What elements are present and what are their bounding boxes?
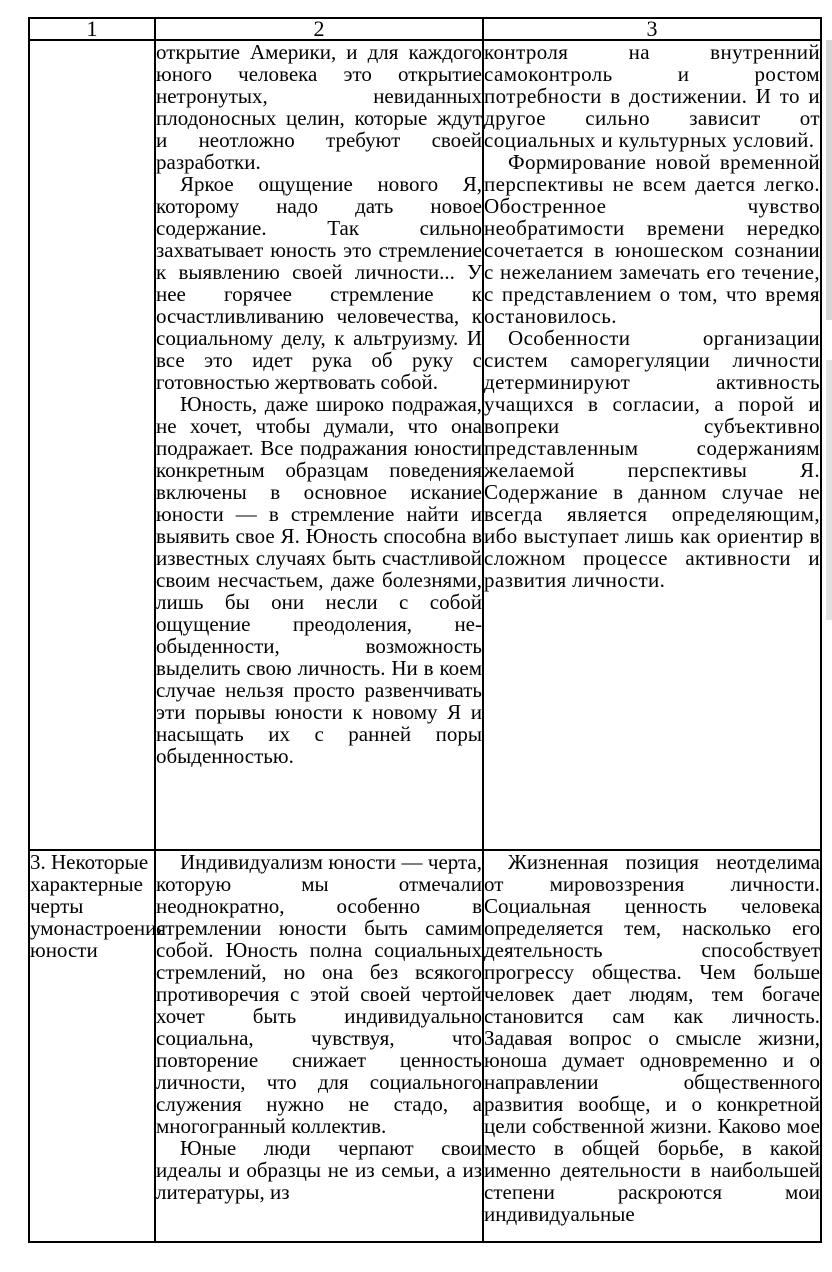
column-header-2: 2 — [155, 18, 483, 40]
paragraph: Яркое ощущение нового Я, которому надо дать новое содержание. Так сильно захватывает юность это стремление к выявлению своей личности... У нее горячее стремление к осчастливливанию человечества, к социальному делу, к альтруизму. И все это идет рука об руку с готовностью жертвовать собой. — [156, 172, 482, 394]
paragraph: контроля на внутренний самоконтроль и ростом потребности в достижении. И то и другое сильно зависит от социальных и культурных условий. — [484, 40, 820, 152]
paragraph: Формирование новой временной перспективы не всем дается легко. Обостренное чувство необратимости времени нередко сочетается в юношеском сознании с нежеланием замечать его течение, с представлением о том, что время остановилось. — [484, 150, 820, 328]
table-row — [29, 850, 821, 1242]
row1-col1-cell — [29, 40, 155, 850]
row1-col2-cell — [155, 40, 483, 850]
paragraph: Индивидуализм юности — черта, которую мы отмечали неоднократно, особенно в стремлении юности быть самим собой. Юность полна социальных стремлений, но она без всякого противоречия с этой своей чертой хочет быть индивидуально социальна, чувствуя, что повторение снижает ценность личности, что для социального служения нужно не стадо, а многогранный коллектив. — [156, 850, 482, 1138]
row2-col2-cell — [155, 850, 483, 1242]
paragraph: Особенности организации систем саморегуляции личности детерминируют активность учащихся в согласии, а порой и вопреки субъективно представленным содержаниям желаемой перспективы Я. Содержание в данном случае не всегда является определяющим, ибо выступает лишь как ориентир в сложном процессе активности и развития личности. — [484, 326, 820, 592]
scan-edge-shadow — [826, 360, 832, 620]
row1-col3-cell — [483, 40, 821, 850]
column-header-3: 3 — [483, 18, 821, 40]
scan-edge-shadow — [826, 40, 832, 320]
paragraph: открытие Америки, и для каждого юного человека это открытие нетронутых, невиданных плодоносных целин, которые ждут и неотложно требуют своей разработки. — [156, 40, 482, 174]
row2-col3-cell — [483, 850, 821, 1242]
column-header-1: 1 — [29, 18, 155, 40]
header-row — [29, 18, 821, 40]
paragraph: Юные люди черпают свои идеалы и образцы не из семьи, а из литературы, из — [156, 1136, 482, 1204]
paragraph: Жизненная позиция неотделима от мировоззрения личности. Социальная ценность человека определяется тем, насколько его деятельность способствует прогрессу общества. Чем больше человек дает людям, тем богаче становится сам как личность. Задавая вопрос о смысле жизни, юноша думает одновременно и о направлении общественного развития вообще, и о конкретной цели собственной жизни. Каково мое место в общей борьбе, в какой именно деятельности в наибольшей степени раскроются мои индивидуальные — [484, 850, 820, 1226]
row2-col1-cell: 3. Некоторые характерные черты умонастроения юности — [29, 850, 155, 1242]
content-table — [28, 17, 822, 1243]
paragraph: Юность, даже широко подражая, не хочет, чтобы думали, что она подражает. Все подражания юности конкретным образцам поведения включены в основное искание юности — в стремление найти и выявить свое Я. Юность способна в известных случаях быть счастливой своим несчастьем, даже болезнями, лишь бы они несли с собой ощущение преодоления, не-обыденности, возможность выделить свою личность. Ни в коем случае нельзя просто развенчивать эти порывы юности к новому Я и насыщать их с ранней поры обыденностью. — [156, 392, 482, 768]
table-row — [29, 40, 821, 850]
